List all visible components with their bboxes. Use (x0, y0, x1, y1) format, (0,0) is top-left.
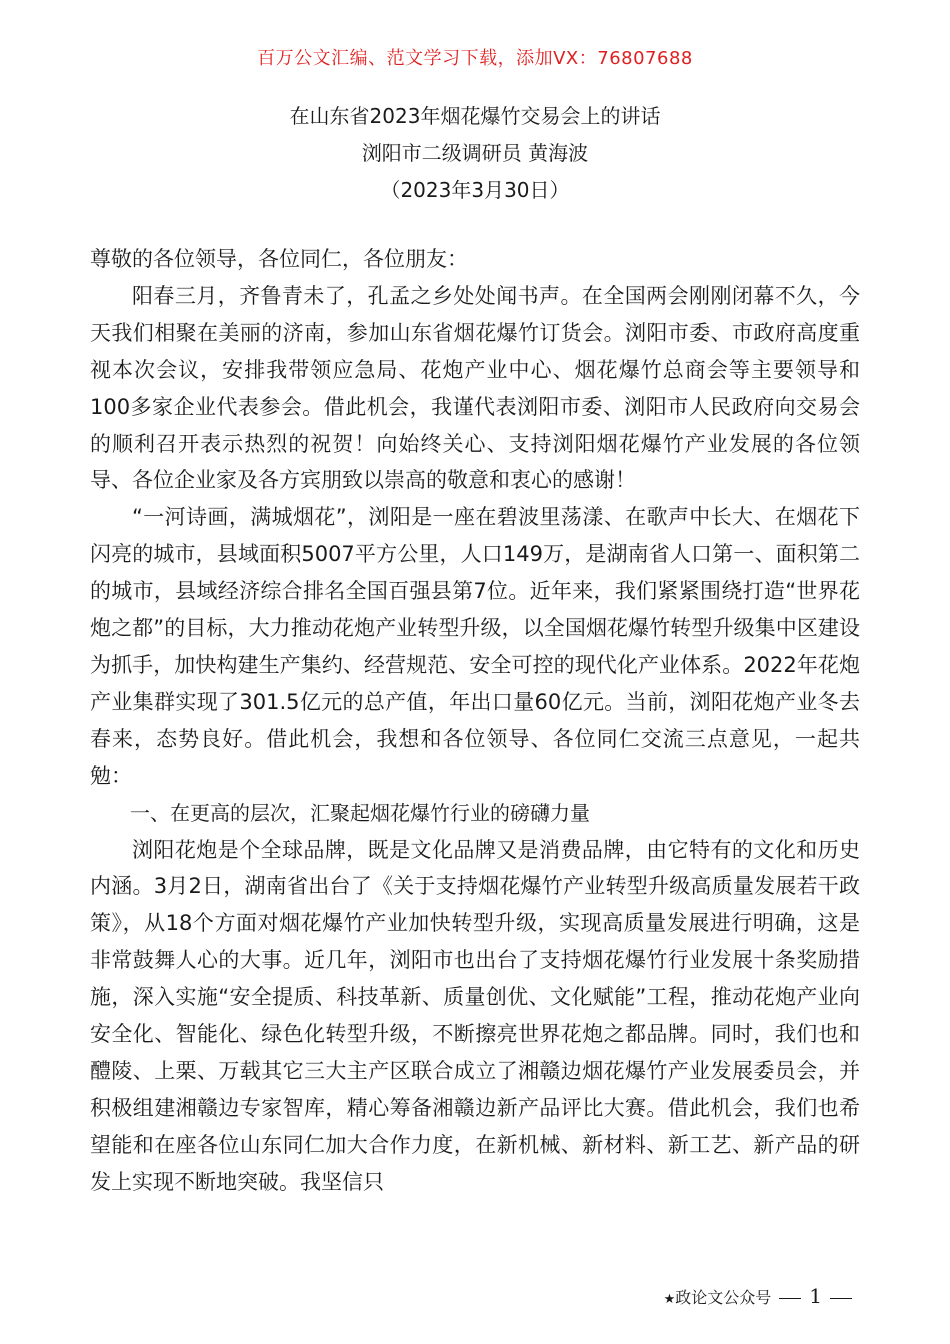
speaker-line: 浏阳市二级调研员 黄海波 (361, 141, 589, 165)
watermark-banner: 百万公文汇编、范文学习下载，添加VX：76807688 (257, 48, 693, 69)
section-heading-1: 一、在更高的层次，汇聚起烟花爆竹行业的磅礴力量 (130, 800, 590, 825)
salutation: 尊敬的各位领导，各位同仁，各位朋友： (90, 247, 468, 271)
speech-title: 在山东省2023年烟花爆竹交易会上的讲话 (289, 104, 661, 128)
page-footer (600, 1284, 860, 1312)
speech-date: （2023年3月30日） (380, 178, 570, 202)
title-block (0, 98, 950, 209)
page-number: 1 (809, 1284, 822, 1308)
speech-body (90, 241, 860, 1201)
footer-label: 政论文公众号 (675, 1288, 772, 1307)
dash-right (830, 1298, 852, 1299)
dash-left (779, 1298, 801, 1299)
paragraph-1: 阳春三月，齐鲁青未了，孔孟之乡处处闻书声。在全国两会刚刚闭幕不久，今天我们相聚在美丽的济南，参加山东省烟花爆竹订货会。浏阳市委、市政府高度重视本次会议，安排我带领应急局、花炮产业中心、烟花爆竹总商会等主要领导和100多家企业代表参会。借此机会，我谨代表浏阳市委、浏阳市人民政府向交易会的顺利召开表示热烈的祝贺！向始终关心、支持浏阳烟花爆竹产业发展的各位领导、各位企业家及各方宾朋致以崇高的敬意和衷心的感谢！ (90, 283, 860, 493)
paragraph-3: 浏阳花炮是个全球品牌，既是文化品牌又是消费品牌，由它特有的文化和历史内涵。3月2日，湖南省出台了《关于支持烟花爆竹产业转型升级高质量发展若干政策》，从18个方面对烟花爆竹产业加快转型升级，实现高质量发展进行明确，这是非常鼓舞人心的大事。近几年，浏阳市也出台了支持烟花爆竹行业发展十条奖励措施，深入实施“安全提质、科技革新、质量创优、文化赋能”工程，推动花炮产业向安全化、智能化、绿色化转型升级，不断擦亮世界花炮之都品牌。同时，我们也和醴陵、上栗、万载其它三大主产区联合成立了湘赣边烟花爆竹产业发展委员会，并积极组建湘赣边专家智库，精心筹备湘赣边新产品评比大赛。借此机会，我们也希望能和在座各位山东同仁加大合作力度，在新机械、新材料、新工艺、新产品的研发上实现不断地突破。我坚信只 (90, 837, 860, 1194)
paragraph-2: “一河诗画，满城烟花”，浏阳是一座在碧波里荡漾、在歌声中长大、在烟花下闪亮的城市，县域面积5007平方公里，人口149万，是湖南省人口第一、面积第二的城市，县域经济综合排名全国百强县第7位。近年来，我们紧紧围绕打造“世界花炮之都”的目标，大力推动花炮产业转型升级，以全国烟花爆竹转型升级集中区建设为抓手，加快构建生产集约、经营规范、安全可控的现代化产业体系。2022年花炮产业集群实现了301.5亿元的总产值，年出口量60亿元。当前，浏阳花炮产业冬去春来，态势良好。借此机会，我想和各位领导、各位同仁交流三点意见，一起共勉： (90, 505, 860, 788)
star-icon: ★ (663, 1292, 676, 1307)
